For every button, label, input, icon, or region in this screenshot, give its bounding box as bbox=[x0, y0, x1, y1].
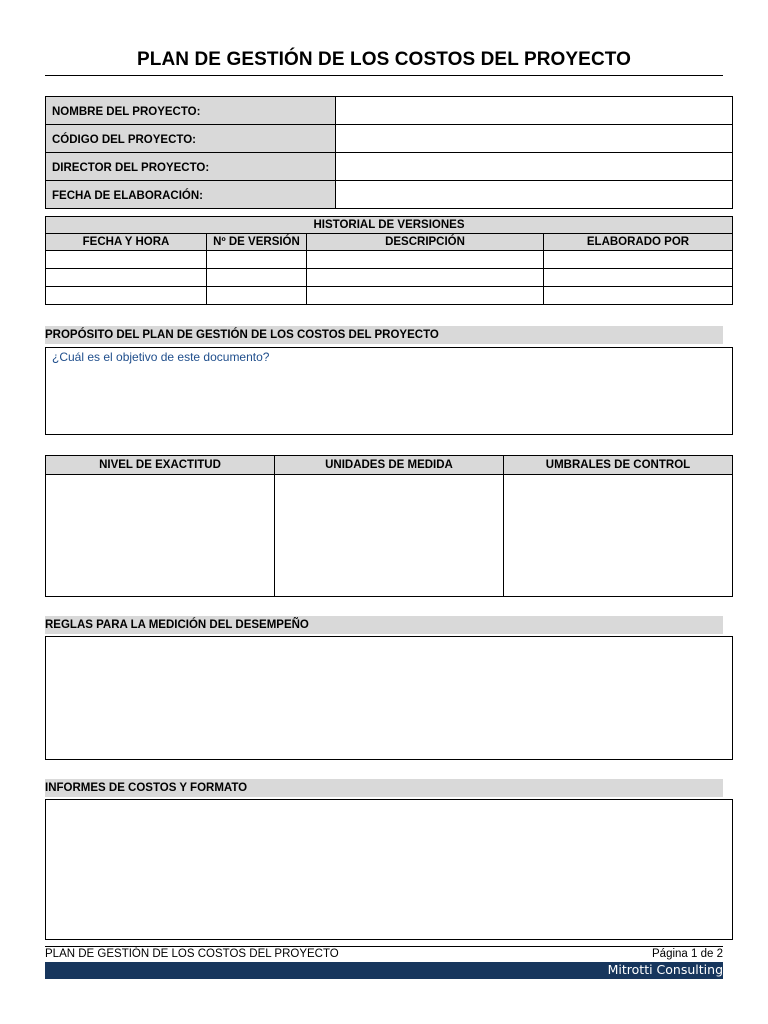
accuracy-table bbox=[45, 455, 733, 597]
document-title: PLAN DE GESTIÓN DE LOS COSTOS DEL PROYECTO bbox=[136, 49, 632, 70]
project-info-table bbox=[45, 96, 733, 209]
elaboration-date-field[interactable] bbox=[336, 181, 733, 209]
units-cell[interactable] bbox=[275, 475, 504, 597]
purpose-section-label: PROPÓSITO DEL PLAN DE GESTIÓN DE LOS COSTOS DEL PROYECTO bbox=[45, 326, 723, 344]
version-date-cell[interactable] bbox=[46, 251, 207, 269]
version-description-cell[interactable] bbox=[307, 251, 544, 269]
version-history-caption: HISTORIAL DE VERSIONES bbox=[46, 217, 733, 234]
version-author-cell[interactable] bbox=[544, 269, 733, 287]
performance-section-label: REGLAS PARA LA MEDICIÓN DEL DESEMPEÑO bbox=[45, 616, 723, 634]
project-name-field[interactable] bbox=[336, 97, 733, 125]
version-number-cell[interactable] bbox=[207, 251, 307, 269]
thresholds-cell[interactable] bbox=[503, 475, 732, 597]
project-director-field[interactable] bbox=[336, 153, 733, 181]
accuracy-cell[interactable] bbox=[46, 475, 275, 597]
version-history-table bbox=[45, 216, 733, 305]
project-info-row bbox=[46, 125, 733, 153]
table-row bbox=[46, 287, 733, 305]
project-name-label: NOMBRE DEL PROYECTO: bbox=[46, 97, 336, 125]
column-header-thresholds: UMBRALES DE CONTROL bbox=[503, 456, 732, 475]
column-header-accuracy: NIVEL DE EXACTITUD bbox=[46, 456, 275, 475]
version-date-cell[interactable] bbox=[46, 269, 207, 287]
project-code-field[interactable] bbox=[336, 125, 733, 153]
column-header-author: ELABORADO POR bbox=[544, 234, 733, 251]
table-row bbox=[46, 269, 733, 287]
project-director-label: DIRECTOR DEL PROYECTO: bbox=[46, 153, 336, 181]
elaboration-date-label: FECHA DE ELABORACIÓN: bbox=[46, 181, 336, 209]
version-description-cell[interactable] bbox=[307, 269, 544, 287]
column-header-description: DESCRIPCIÓN bbox=[307, 234, 544, 251]
version-author-cell[interactable] bbox=[544, 251, 733, 269]
reports-text-area[interactable] bbox=[45, 799, 733, 940]
project-info-row bbox=[46, 97, 733, 125]
table-row bbox=[46, 475, 733, 597]
version-date-cell[interactable] bbox=[46, 287, 207, 305]
brand-name: Mitrotti Consulting bbox=[607, 962, 723, 977]
column-header-version: Nº DE VERSIÓN bbox=[207, 234, 307, 251]
column-header-units: UNIDADES DE MEDIDA bbox=[275, 456, 504, 475]
purpose-text-area[interactable] bbox=[45, 347, 733, 435]
project-info-row bbox=[46, 181, 733, 209]
version-description-cell[interactable] bbox=[307, 287, 544, 305]
footer-document-name: PLAN DE GESTIÓN DE LOS COSTOS DEL PROYECTO bbox=[45, 948, 339, 960]
reports-section-label: INFORMES DE COSTOS Y FORMATO bbox=[45, 779, 723, 797]
project-info-row bbox=[46, 153, 733, 181]
footer-page-number: Página 1 de 2 bbox=[652, 948, 723, 960]
title-divider bbox=[45, 75, 723, 76]
version-author-cell[interactable] bbox=[544, 287, 733, 305]
purpose-hint: ¿Cuál es el objetivo de este documento? bbox=[52, 350, 270, 364]
brand-bar bbox=[45, 962, 723, 979]
table-row bbox=[46, 251, 733, 269]
project-code-label: CÓDIGO DEL PROYECTO: bbox=[46, 125, 336, 153]
version-number-cell[interactable] bbox=[207, 287, 307, 305]
column-header-date: FECHA Y HORA bbox=[46, 234, 207, 251]
version-number-cell[interactable] bbox=[207, 269, 307, 287]
page-footer bbox=[45, 946, 723, 961]
performance-text-area[interactable] bbox=[45, 636, 733, 760]
